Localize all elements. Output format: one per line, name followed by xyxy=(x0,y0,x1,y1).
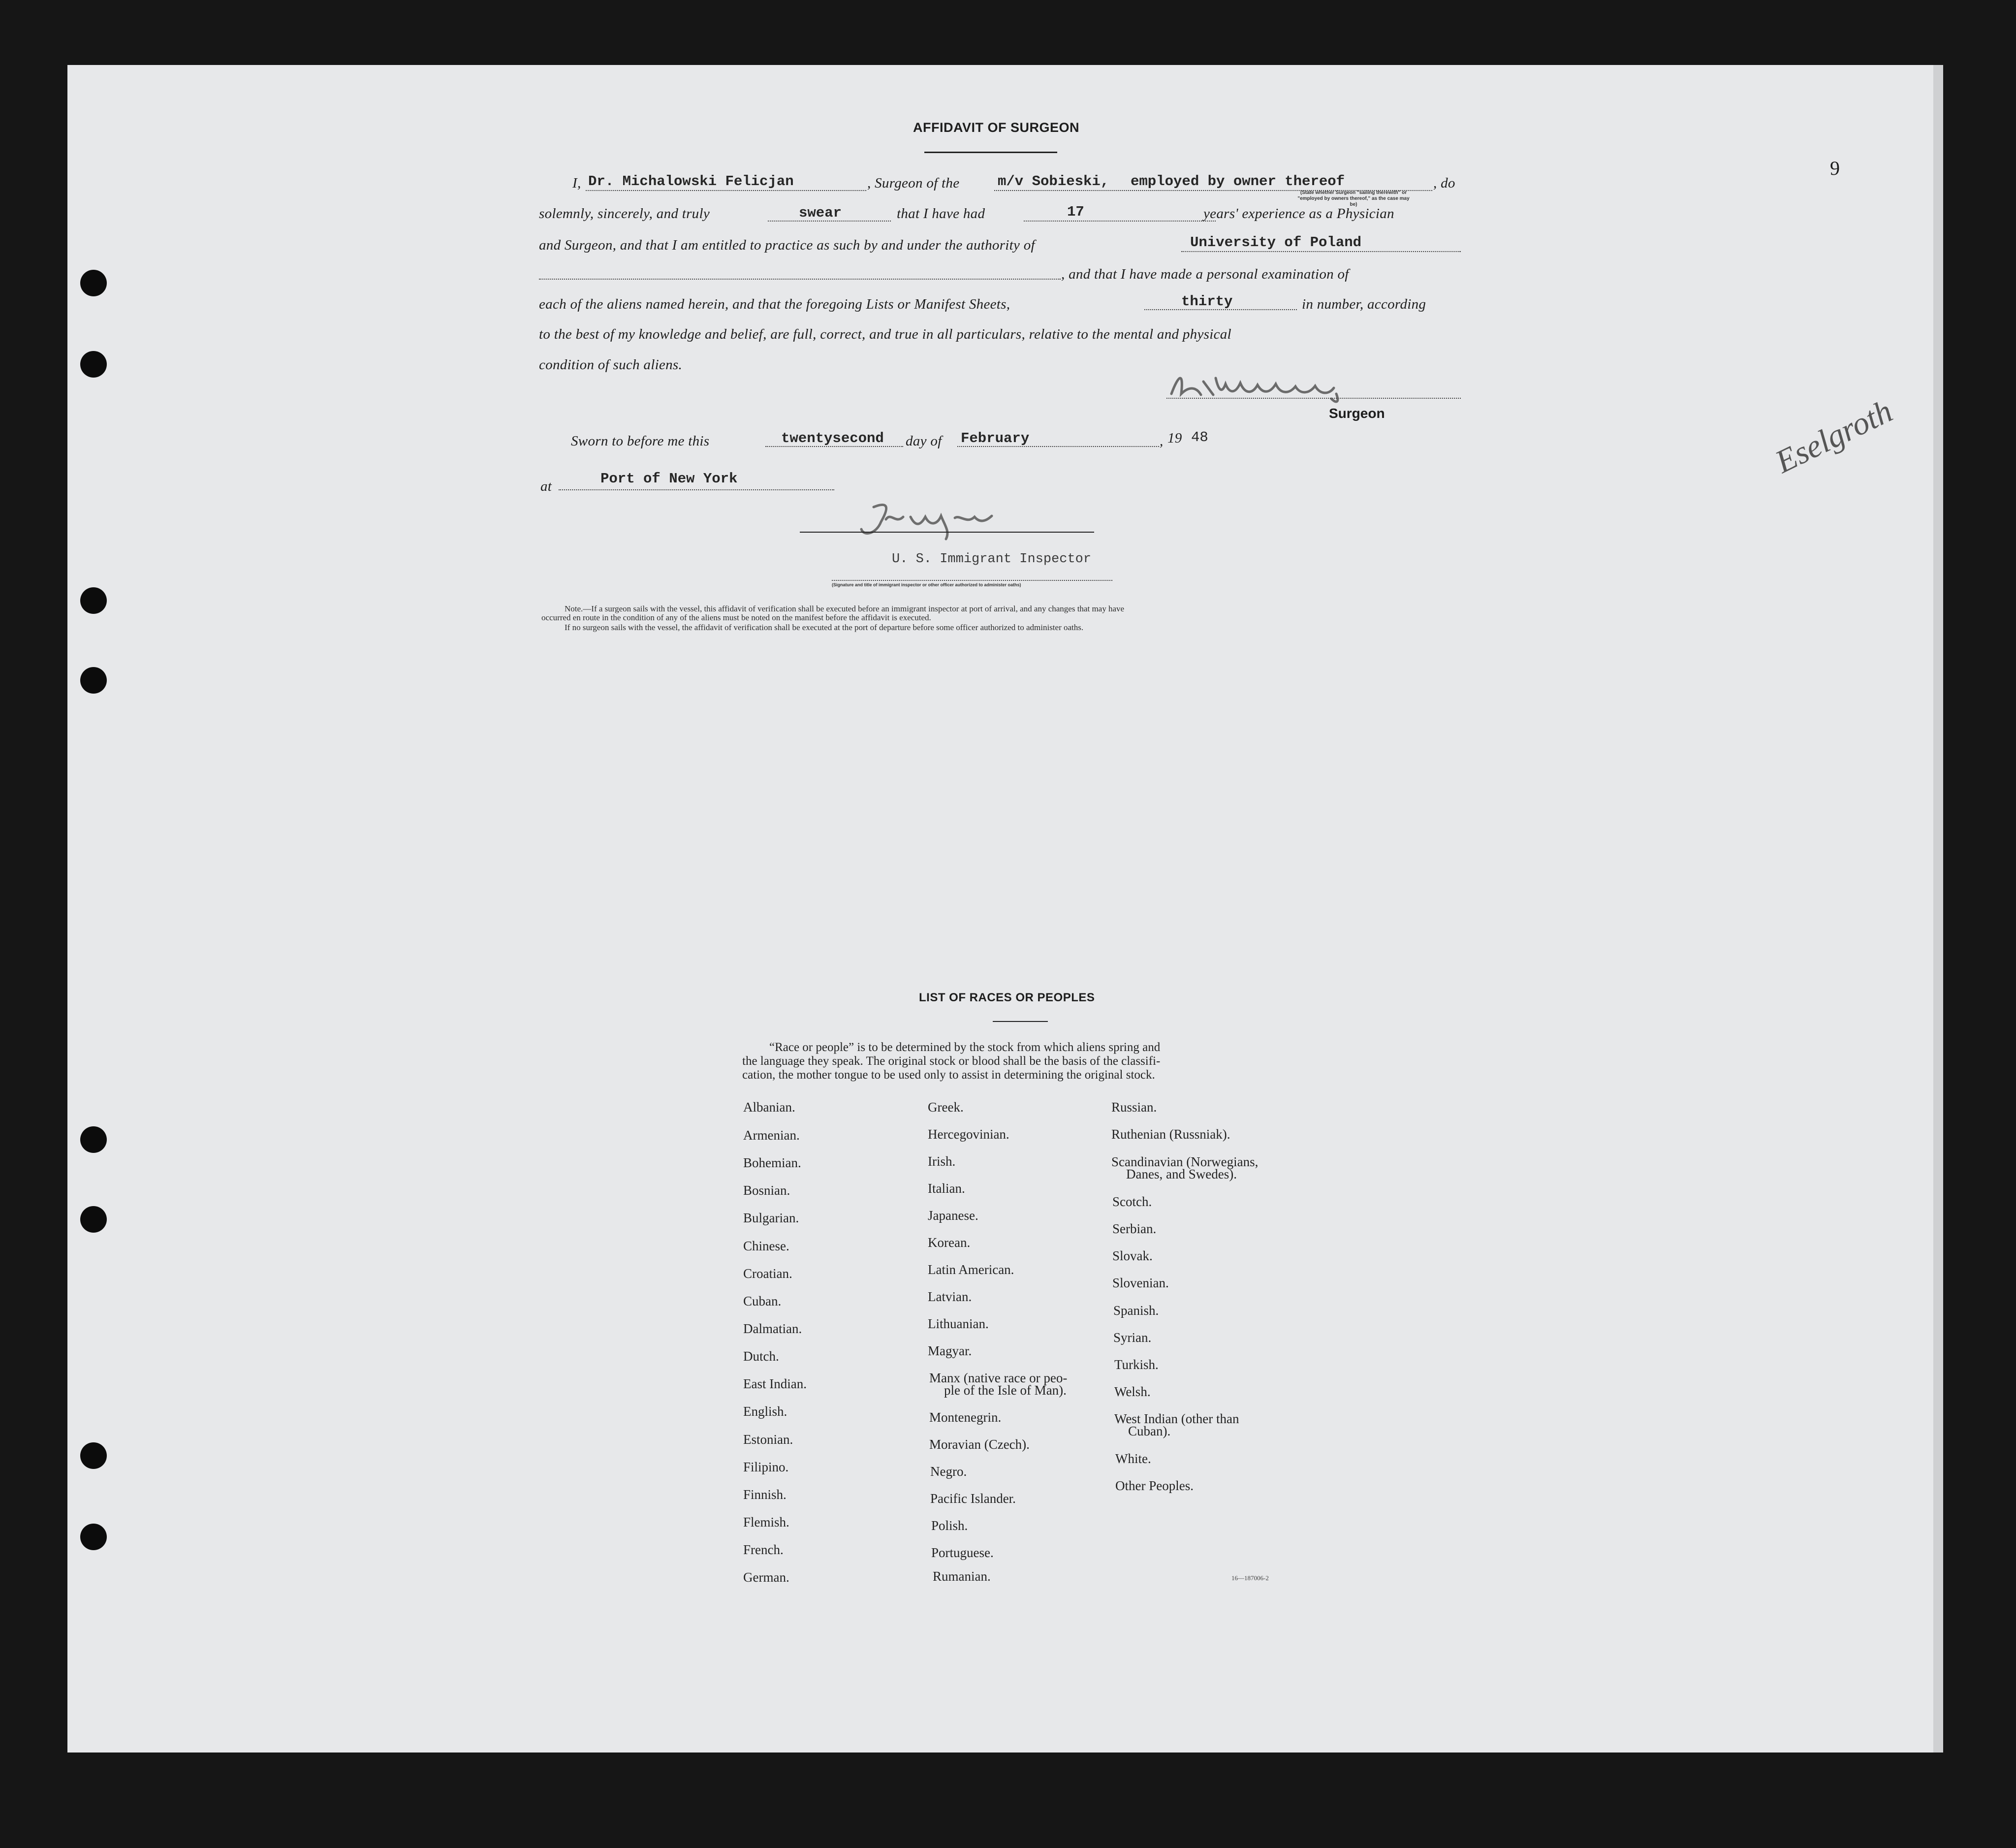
sworn-mid: day of xyxy=(906,433,942,449)
races-title: LIST OF RACES OR PEOPLES xyxy=(919,991,1095,1004)
binder-hole xyxy=(80,270,107,296)
at-label: at xyxy=(540,478,552,494)
race-list-item: Greek. xyxy=(928,1100,964,1115)
race-list-item: Bosnian. xyxy=(743,1183,790,1198)
race-list-item: Croatian. xyxy=(743,1266,792,1281)
race-list-item: Scotch. xyxy=(1112,1194,1152,1209)
sworn-year-field: 48 xyxy=(1191,429,1208,446)
race-list-item: Cuban). xyxy=(1128,1424,1171,1438)
race-list-item: Dutch. xyxy=(743,1349,779,1364)
race-list-item: Chinese. xyxy=(743,1239,789,1253)
race-list-item: Cuban. xyxy=(743,1294,782,1308)
margin-handwritten-note: Eselgroth xyxy=(1769,393,1898,480)
line7-text: condition of such aliens. xyxy=(539,357,683,373)
authority-line xyxy=(1181,251,1461,252)
race-list-item: Finnish. xyxy=(743,1487,787,1502)
race-list-item: Montenegrin. xyxy=(929,1410,1002,1425)
race-list-item: Estonian. xyxy=(743,1432,793,1447)
race-list-item: French. xyxy=(743,1542,784,1557)
binder-hole xyxy=(80,667,107,694)
races-intro-line3: cation, the mother tongue to be used only to assist in determining the original stock. xyxy=(742,1068,1155,1082)
binder-hole xyxy=(80,587,107,614)
inspector-signature xyxy=(856,497,1014,544)
inspector-signature-line xyxy=(800,532,1094,533)
surgeon-name-line xyxy=(586,190,866,191)
race-list-item: Rumanian. xyxy=(933,1569,991,1584)
authority-field: University of Poland xyxy=(1190,234,1362,251)
race-list-item: Pacific Islander. xyxy=(930,1491,1016,1506)
page-number: 9 xyxy=(1830,157,1840,179)
employment-hint: (State whether Surgeon "sailing therewith" or "employed by owners thereof," as the case may be) xyxy=(1297,190,1410,207)
affidavit-note-line3: If no surgeon sails with the vessel, the affidavit of verification shall be executed at the port of departure before some officer authorized to administer oaths. xyxy=(565,623,1084,632)
race-list-item: Other Peoples. xyxy=(1115,1478,1194,1493)
race-list-item: Lithuanian. xyxy=(928,1316,989,1331)
line1-intro: I, xyxy=(572,175,581,191)
sheets-count-field: thirty xyxy=(1181,293,1233,310)
years-field: 17 xyxy=(1067,204,1084,220)
sworn-day-line xyxy=(765,446,903,447)
inspector-title-line xyxy=(832,580,1112,581)
race-list-item: Italian. xyxy=(928,1181,965,1196)
line1-end: , do xyxy=(1433,175,1455,191)
years-line xyxy=(1024,221,1216,222)
race-list-item: Russian. xyxy=(1111,1100,1157,1115)
race-list-item: East Indian. xyxy=(743,1376,807,1391)
oath-line xyxy=(768,221,891,222)
line6-text: to the best of my knowledge and belief, are full, correct, and true in all particulars, relative to the mental and physical xyxy=(539,326,1231,342)
sheet-right-edge xyxy=(1933,65,1943,1752)
race-list-item: Irish. xyxy=(928,1154,956,1169)
race-list-item: Latvian. xyxy=(928,1289,972,1304)
race-list-item: Dalmatian. xyxy=(743,1321,802,1336)
line5-end: in number, according xyxy=(1302,296,1426,312)
binder-hole xyxy=(80,1206,107,1233)
surgeon-name-field: Dr. Michalowski Felicjan xyxy=(588,173,794,190)
race-list-item: Serbian. xyxy=(1112,1221,1157,1236)
race-list-item: Scandinavian (Norwegians, xyxy=(1111,1154,1259,1169)
race-list-item: Slovak. xyxy=(1112,1248,1153,1263)
race-list-item: Latin American. xyxy=(928,1262,1014,1277)
sworn-day-field: twentysecond xyxy=(781,430,884,446)
line2-mid: that I have had xyxy=(897,206,985,222)
vessel-field: m/v Sobieski, xyxy=(998,173,1109,190)
race-list-item: Albanian. xyxy=(743,1100,795,1115)
binder-hole xyxy=(80,351,107,378)
race-list-item: Filipino. xyxy=(743,1460,789,1474)
race-list-item: Syrian. xyxy=(1113,1330,1152,1345)
place-field: Port of New York xyxy=(600,471,738,487)
binder-hole xyxy=(80,1442,107,1469)
affidavit-note-line1: Note.—If a surgeon sails with the vessel, this affidavit of verification shall be executed before an immigrant inspector at port of arrival, and any changes that may have xyxy=(565,604,1125,613)
title-underline xyxy=(924,152,1057,153)
line1-mid: , Surgeon of the xyxy=(867,175,960,191)
affidavit-note-line2: occurred en route in the condition of any of the aliens must be noted on the manifest before the affidavit is executed. xyxy=(541,613,931,622)
inspector-title: U. S. Immigrant Inspector xyxy=(892,552,1092,567)
oath-field: swear xyxy=(799,205,842,221)
employment-field: employed by owner thereof xyxy=(1131,173,1345,190)
surgeon-signature xyxy=(1166,364,1422,409)
race-list-item: Polish. xyxy=(931,1518,968,1533)
sworn-month-line xyxy=(957,446,1159,447)
surgeon-signature-line xyxy=(1166,398,1461,399)
races-intro-line2: the language they speak. The original stock or blood shall be the basis of the classifi- xyxy=(742,1054,1161,1068)
races-title-underline xyxy=(993,1021,1048,1022)
race-list-item: Danes, and Swedes). xyxy=(1126,1167,1237,1181)
sworn-sep: , xyxy=(1160,433,1164,449)
race-list-item: White. xyxy=(1115,1451,1151,1466)
race-list-item: Bohemian. xyxy=(743,1155,801,1170)
race-list-item: Magyar. xyxy=(928,1343,972,1358)
race-list-item: Japanese. xyxy=(928,1208,978,1223)
authority-continuation-line xyxy=(539,279,1061,280)
sworn-year-printed: 19 xyxy=(1167,430,1182,446)
inspector-hint: (Signature and title of immigrant inspector or other officer authorized to administer oaths) xyxy=(832,582,1021,587)
line5-intro: each of the aliens named herein, and that the foregoing Lists or Manifest Sheets, xyxy=(539,296,1010,312)
binder-hole xyxy=(80,1524,107,1550)
affidavit-title: AFFIDAVIT OF SURGEON xyxy=(913,120,1079,135)
line2-intro: solemnly, sincerely, and truly xyxy=(539,206,710,222)
race-list-item: West Indian (other than xyxy=(1114,1411,1239,1426)
race-list-item: Manx (native race or peo- xyxy=(929,1370,1068,1385)
race-list-item: Bulgarian. xyxy=(743,1211,799,1225)
race-list-item: Flemish. xyxy=(743,1515,789,1529)
race-list-item: Hercegovinian. xyxy=(928,1127,1009,1142)
sheets-count-line xyxy=(1144,309,1297,310)
line2-end: years' experience as a Physician xyxy=(1203,206,1394,222)
surgeon-label: Surgeon xyxy=(1329,406,1385,421)
race-list-item: Ruthenian (Russniak). xyxy=(1111,1127,1230,1142)
sworn-intro: Sworn to before me this xyxy=(571,433,710,449)
line4-text: , and that I have made a personal examination of xyxy=(1061,266,1349,282)
form-number: 16—187006-2 xyxy=(1231,1574,1269,1582)
races-intro-line1: “Race or people” is to be determined by the stock from which aliens spring and xyxy=(769,1041,1161,1054)
line3-intro: and Surgeon, and that I am entitled to practice as such by and under the authority of xyxy=(539,237,1035,253)
race-list-item: Negro. xyxy=(930,1464,967,1479)
race-list-item: Portuguese. xyxy=(931,1545,994,1560)
race-list-item: German. xyxy=(743,1570,789,1585)
race-list-item: Korean. xyxy=(928,1235,971,1250)
race-list-item: Spanish. xyxy=(1113,1303,1159,1318)
race-list-item: Armenian. xyxy=(743,1128,800,1143)
binder-hole xyxy=(80,1126,107,1153)
race-list-item: Welsh. xyxy=(1114,1384,1151,1399)
race-list-item: Moravian (Czech). xyxy=(929,1437,1030,1452)
sworn-month-field: February xyxy=(961,430,1030,446)
race-list-item: Slovenian. xyxy=(1112,1275,1169,1290)
race-list-item: English. xyxy=(743,1404,788,1419)
place-line xyxy=(559,489,834,490)
race-list-item: ple of the Isle of Man). xyxy=(944,1383,1067,1398)
race-list-item: Turkish. xyxy=(1114,1357,1159,1372)
